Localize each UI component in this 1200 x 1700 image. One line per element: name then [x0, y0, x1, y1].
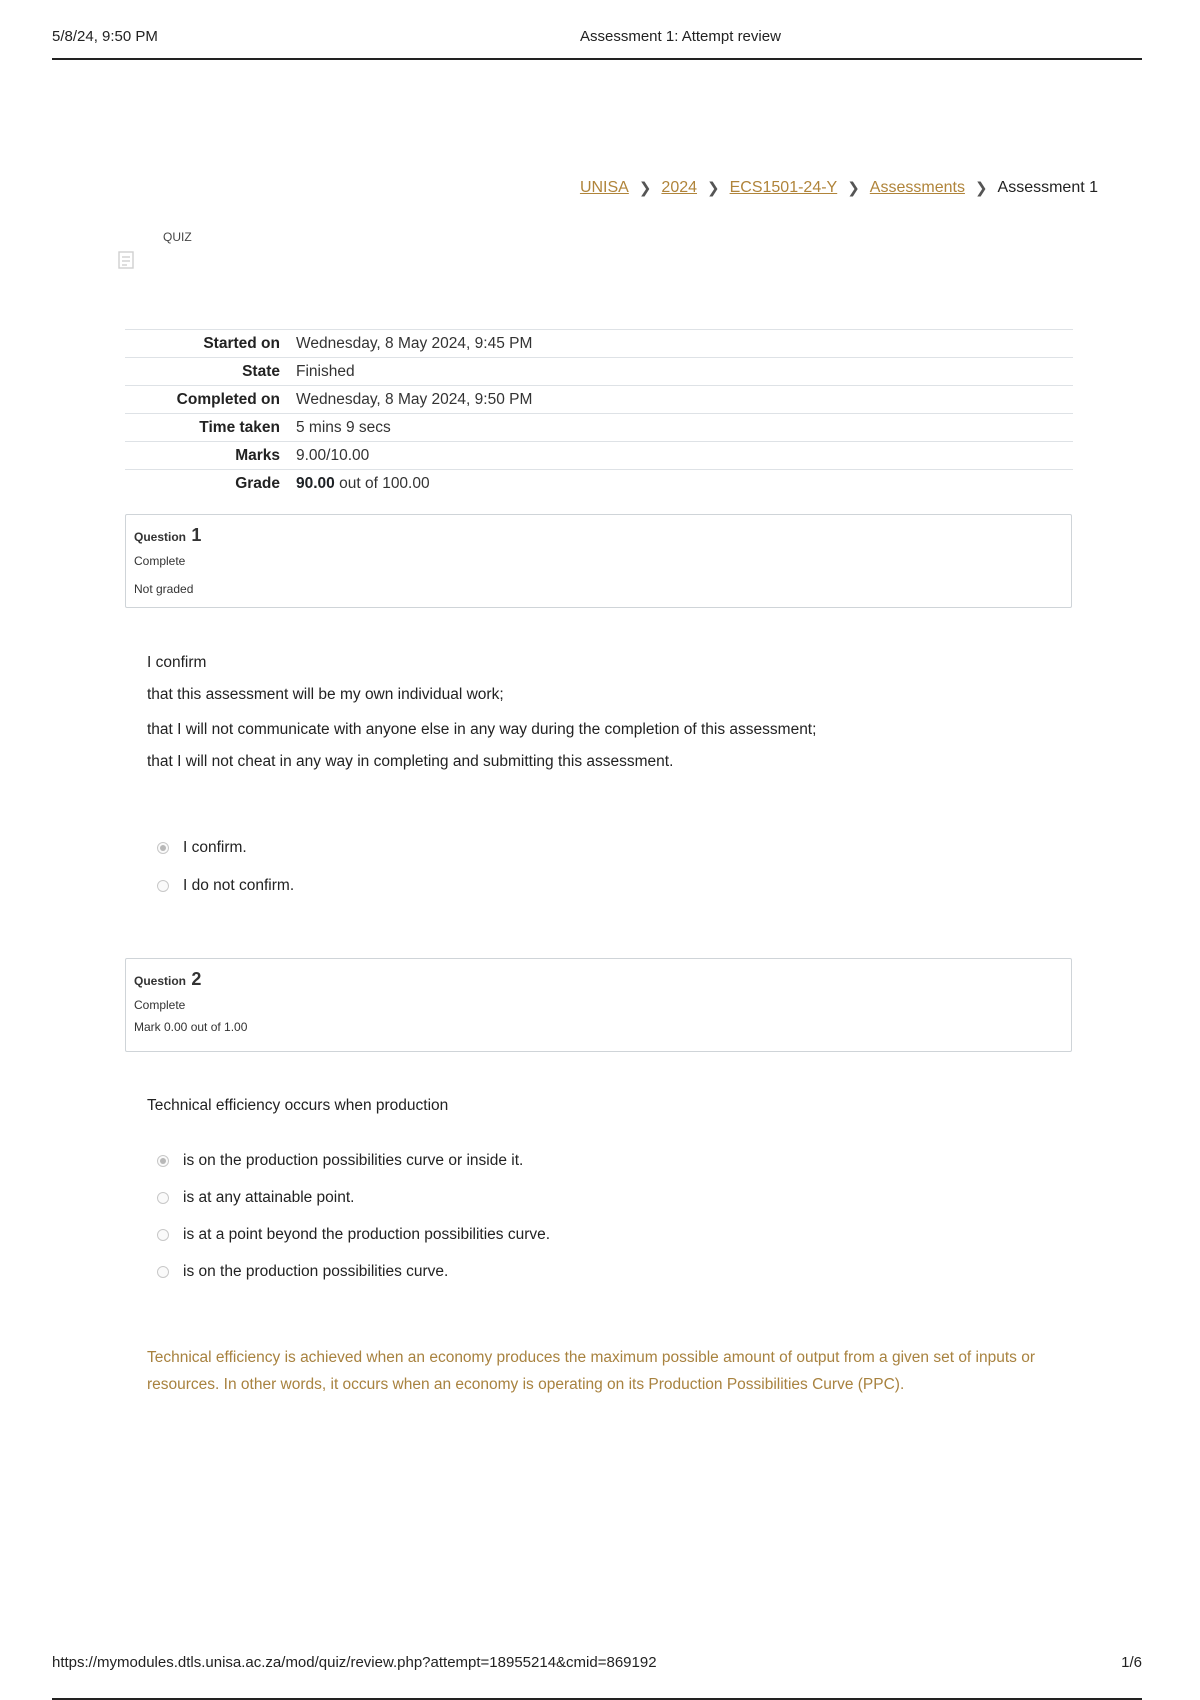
radio-button[interactable] — [157, 1266, 169, 1278]
summary-label: Grade — [235, 474, 280, 492]
grade-suffix: out of 100.00 — [339, 474, 430, 492]
question-label: Question — [134, 530, 187, 544]
answer-label: is at a point beyond the production possibilities curve. — [183, 1226, 551, 1243]
breadcrumb-link-year[interactable]: 2024 — [661, 179, 698, 196]
summary-value: Wednesday, 8 May 2024, 9:45 PM — [296, 334, 533, 352]
summary-row-time-taken — [125, 414, 1073, 442]
quiz-icon — [117, 249, 139, 271]
question-1-answers — [157, 838, 294, 896]
general-feedback: Technical efficiency is achieved when an economy produces the maximum possible amount of output from a given set of inputs or resources. In other words, it occurs when an economy is operating on its Production Possibilities Curve (PPC). — [147, 1349, 1035, 1393]
question-2-info — [125, 958, 1072, 1052]
chevron-right-icon: ❯ — [974, 180, 988, 197]
page-url: https://mymodules.dtls.unisa.ac.za/mod/quiz/review.php?attempt=18955214&cmid=869192 — [52, 1654, 657, 1671]
print-header — [52, 26, 1142, 60]
page-number: 1/6 — [1121, 1654, 1142, 1671]
chevron-right-icon: ❯ — [638, 180, 652, 197]
question-1-text — [147, 654, 816, 785]
grade-value: 90.00 — [296, 474, 335, 492]
answer-option[interactable] — [157, 1188, 550, 1208]
question-number: 2 — [191, 969, 202, 989]
question-text-line: Technical efficiency occurs when production — [147, 1097, 449, 1114]
summary-value: 9.00/10.00 — [296, 446, 370, 464]
summary-value: 5 mins 9 secs — [296, 418, 391, 436]
summary-label: Time taken — [199, 418, 280, 436]
print-date: 5/8/24, 9:50 PM — [52, 28, 158, 45]
breadcrumb-link-unisa[interactable]: UNISA — [579, 179, 629, 196]
question-state: Complete — [134, 998, 186, 1012]
radio-button[interactable] — [157, 880, 169, 892]
breadcrumb-link-course[interactable]: ECS1501-24-Y — [729, 179, 838, 196]
radio-button[interactable] — [157, 1229, 169, 1241]
summary-label: Completed on — [176, 390, 280, 408]
breadcrumb — [580, 179, 1098, 197]
answer-label: is on the production possibilities curve or inside it. — [183, 1152, 524, 1169]
summary-row-completed — [125, 386, 1073, 414]
question-2-answers — [157, 1151, 550, 1282]
question-grade: Mark 0.00 out of 1.00 — [134, 1020, 248, 1034]
attempt-summary-table — [125, 329, 1073, 498]
answer-option[interactable] — [157, 1151, 550, 1171]
summary-value: Wednesday, 8 May 2024, 9:50 PM — [296, 390, 533, 408]
answer-option[interactable] — [157, 876, 294, 896]
radio-button-selected[interactable] — [157, 842, 169, 854]
radio-button[interactable] — [157, 1192, 169, 1204]
answer-label: is on the production possibilities curve. — [183, 1263, 449, 1280]
chevron-right-icon: ❯ — [707, 180, 720, 197]
question-1-info — [125, 514, 1072, 608]
summary-row-state — [125, 358, 1073, 386]
question-number: 1 — [191, 525, 202, 545]
summary-label: Marks — [235, 446, 280, 464]
answer-option[interactable] — [157, 1225, 550, 1245]
summary-value — [296, 470, 1073, 498]
question-state: Complete — [134, 554, 186, 568]
radio-button-selected[interactable] — [157, 1155, 169, 1167]
question-text-line: that I will not cheat in any way in completing and submitting this assessment. — [147, 753, 674, 770]
chevron-right-icon: ❯ — [847, 180, 860, 197]
summary-label: State — [242, 362, 280, 380]
breadcrumb-current: Assessment 1 — [997, 179, 1098, 196]
summary-label: Started on — [203, 334, 280, 352]
question-grade: Not graded — [134, 582, 194, 596]
print-footer — [52, 1650, 1142, 1700]
summary-row-grade — [125, 470, 1073, 498]
answer-option[interactable] — [157, 1262, 550, 1282]
summary-row-marks — [125, 442, 1073, 470]
question-text-line: I confirm — [147, 654, 207, 671]
question-text-line: that this assessment will be my own individual work; — [147, 686, 504, 703]
answer-label: I confirm. — [183, 839, 247, 856]
answer-label: I do not confirm. — [183, 877, 295, 894]
question-text-line: that I will not communicate with anyone else in any way during the completion of this assessment; — [147, 721, 817, 738]
summary-value: Finished — [296, 362, 355, 380]
question-2-text — [147, 1097, 448, 1129]
answer-label: is at any attainable point. — [183, 1189, 355, 1206]
summary-row-started — [125, 330, 1073, 358]
answer-option[interactable] — [157, 838, 294, 858]
activity-type-label: QUIZ — [163, 230, 192, 244]
document-title: Assessment 1: Attempt review — [580, 28, 781, 45]
question-label: Question — [134, 974, 187, 988]
breadcrumb-link-assessments[interactable]: Assessments — [869, 179, 965, 196]
